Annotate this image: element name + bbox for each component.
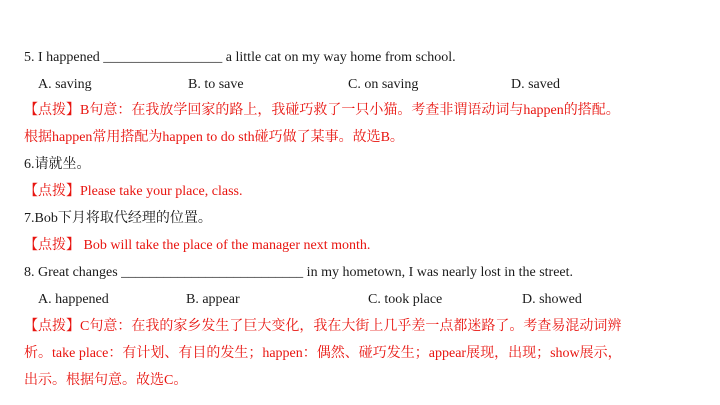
q8-hint-line-2: 析。take place：有计划、有目的发生；happen：偶然、碰巧发生；appear展现，出现；show展示， (24, 346, 622, 361)
q8-option-c: C. took place (368, 292, 443, 307)
q5-hint-line-1: 【点拨】B句意：在我放学回家的路上，我碰巧救了一只小猫。考查非谓语动词与happen的搭配。 (24, 103, 620, 118)
q5-option-b: B. to save (188, 77, 244, 92)
q8-option-b: B. appear (186, 292, 240, 307)
q8-option-d: D. showed (522, 292, 582, 307)
q8-hint-line-3: 出示。根据句意。故选C。 (24, 373, 188, 388)
q5-option-c: C. on saving (348, 77, 419, 92)
q5-hint-line-2: 根据happen常用搭配为happen to do sth碰巧做了某事。故选B。 (24, 130, 404, 145)
q5-option-a: A. saving (38, 77, 92, 92)
q8-hint-line-1: 【点拨】C句意：在我的家乡发生了巨大变化，我在大街上几乎差一点都迷路了。考查易混动词辨 (24, 319, 622, 334)
q7-hint: 【点拨】 Bob will take the place of the manager next month. (24, 238, 371, 253)
q6-hint: 【点拨】Please take your place, class. (24, 184, 243, 199)
q6-stem: 6.请就坐。 (24, 157, 91, 172)
q8-option-a: A. happened (38, 292, 109, 307)
q5-option-d: D. saved (511, 77, 560, 92)
q5-stem: 5. I happened _________________ a little cat on my way home from school. (24, 50, 456, 65)
q7-stem: 7.Bob下月将取代经理的位置。 (24, 211, 212, 226)
q8-stem: 8. Great changes __________________________ in my hometown, I was nearly lost in the street. (24, 265, 574, 280)
